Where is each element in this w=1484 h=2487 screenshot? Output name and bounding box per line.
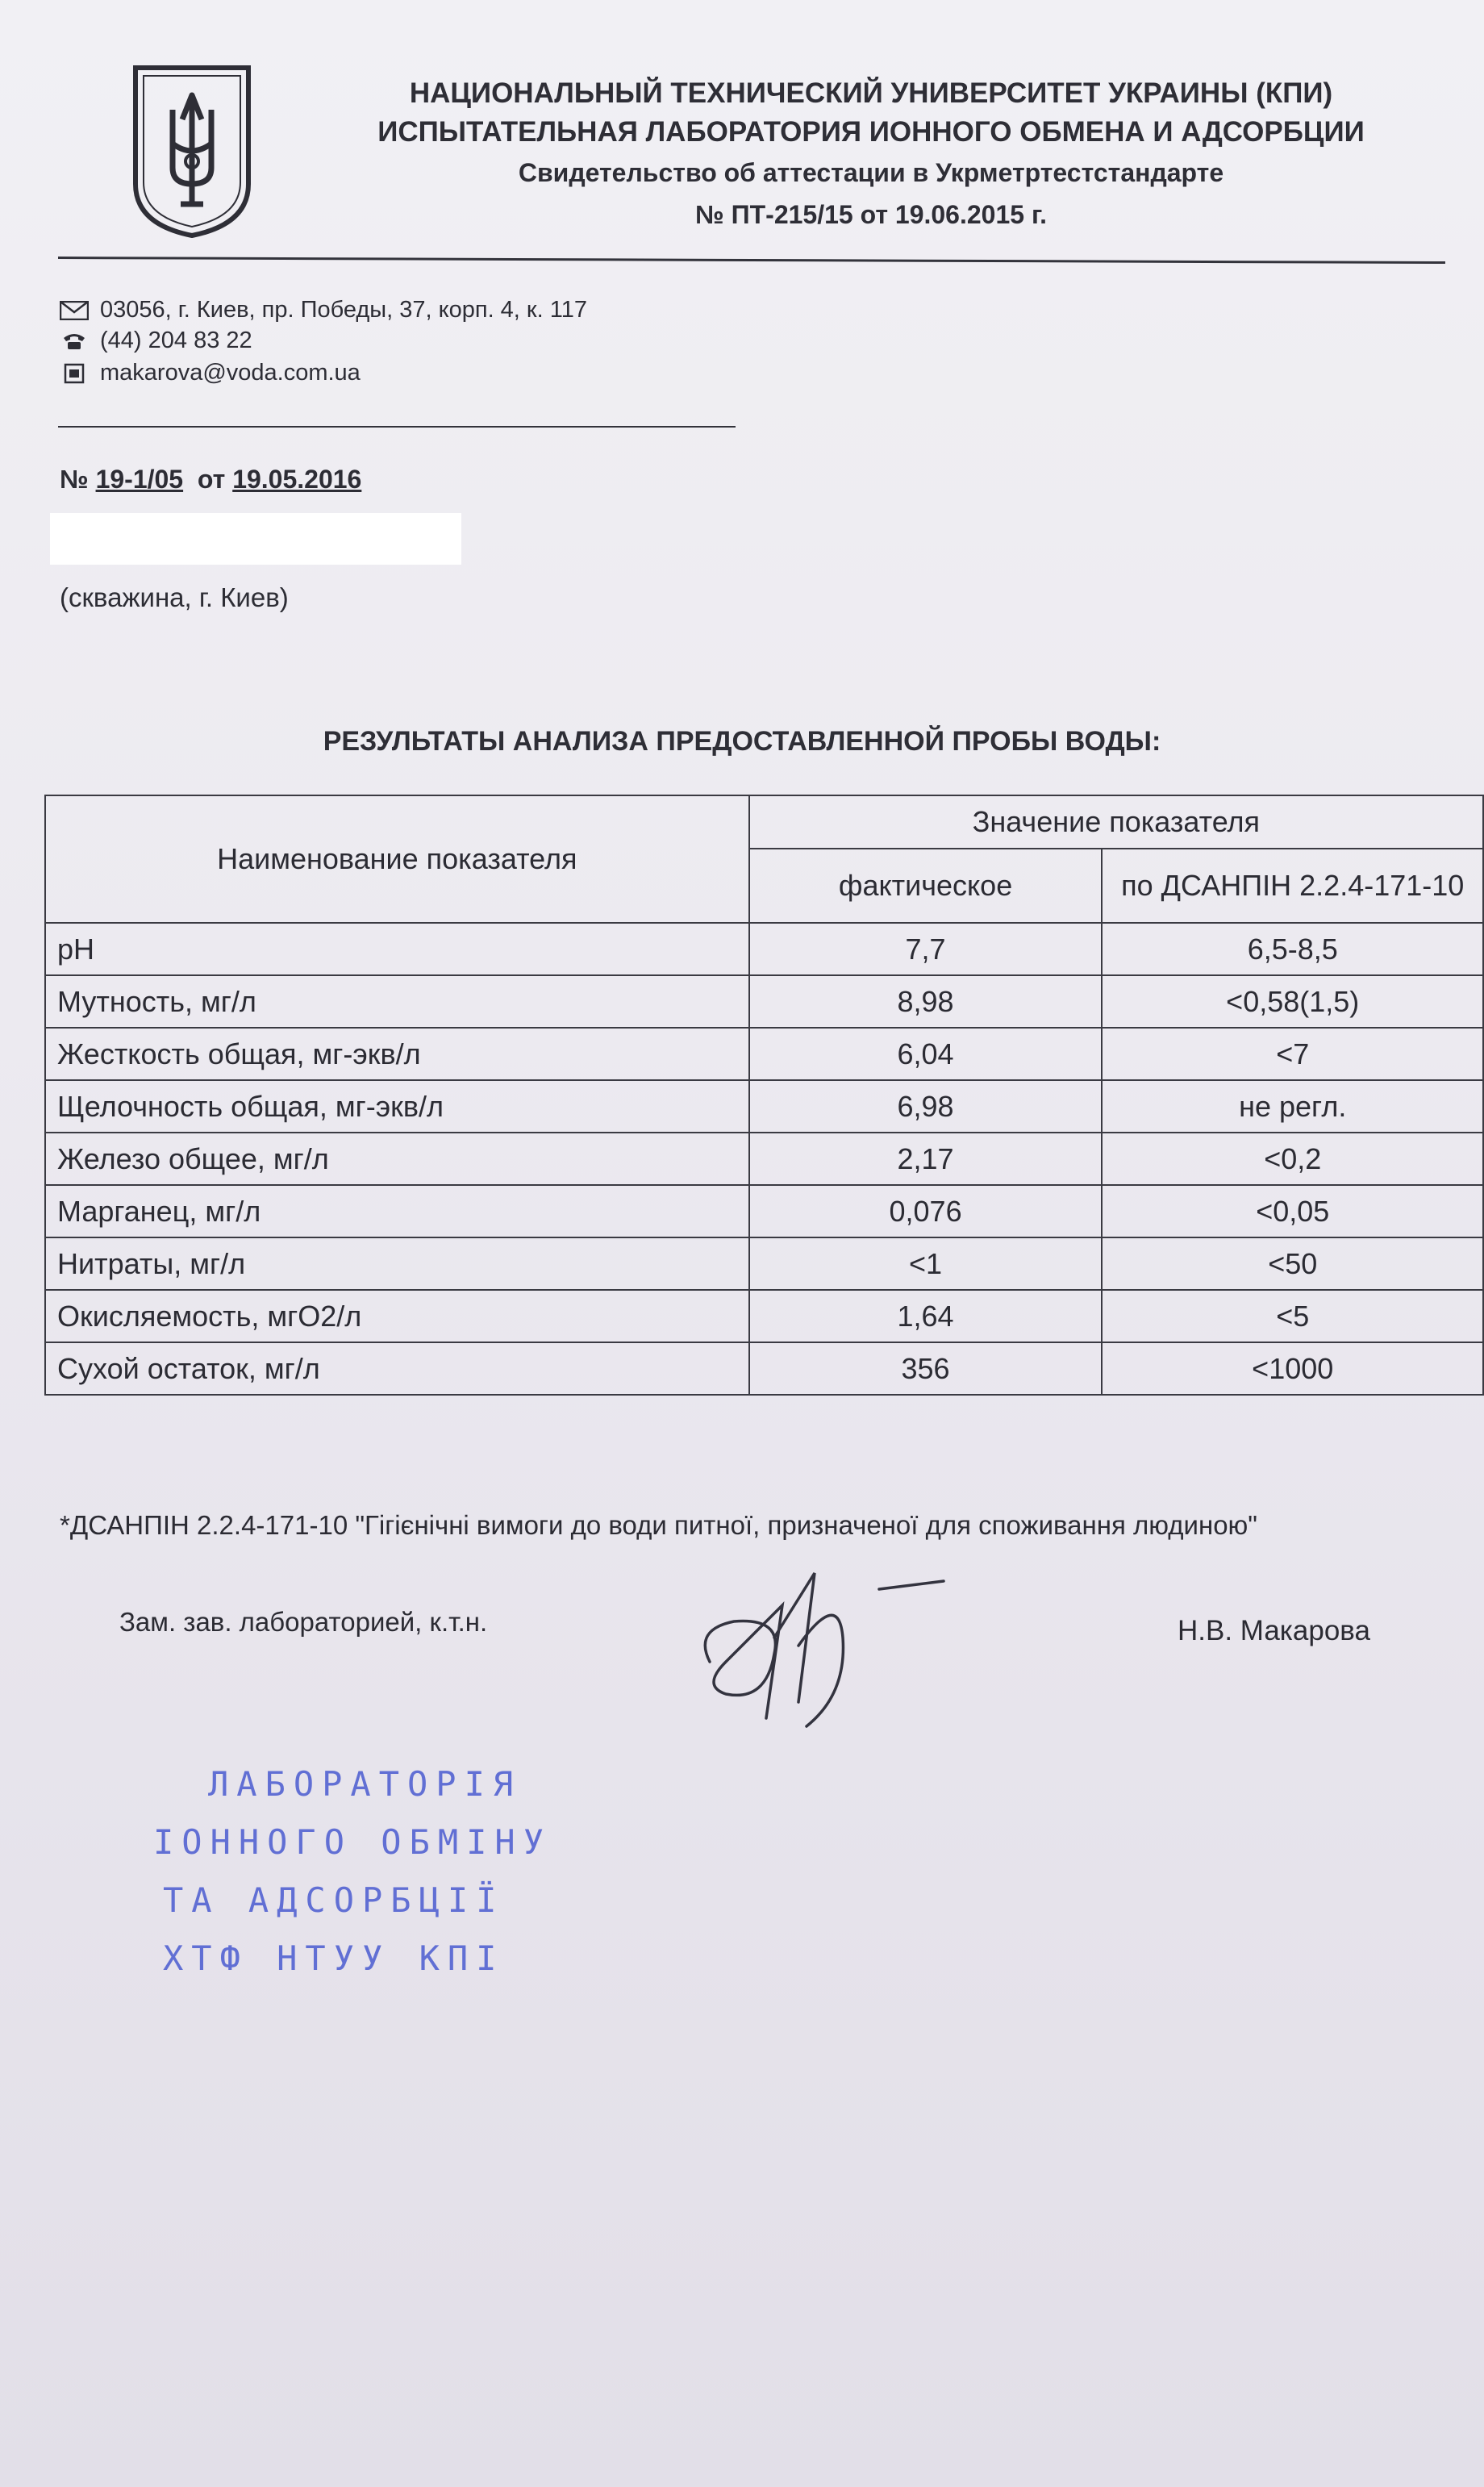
cell-actual: 356 xyxy=(749,1342,1103,1395)
phone-line xyxy=(60,328,252,354)
cell-actual: 0,076 xyxy=(749,1185,1103,1237)
table-row xyxy=(45,1133,1483,1185)
cell-actual: <1 xyxy=(749,1237,1103,1290)
table-row xyxy=(45,975,1483,1028)
cell-norm: <0,2 xyxy=(1102,1133,1483,1185)
signature-icon xyxy=(677,1541,984,1750)
cell-actual: 2,17 xyxy=(749,1133,1103,1185)
certificate-number: № ПТ-215/15 от 19.06.2015 г. xyxy=(695,200,1047,229)
header-value: Значение показателя xyxy=(749,795,1483,849)
laboratory-name: ИСПЫТАТЕЛЬНАЯ ЛАБОРАТОРИЯ ИОННОГО ОБМЕНА И АДСОРБЦИИ xyxy=(377,116,1365,148)
redacted-block xyxy=(50,513,461,565)
phone-icon xyxy=(60,332,89,351)
contacts-divider xyxy=(58,426,736,428)
table-row xyxy=(45,1237,1483,1290)
document-date: 19.05.2016 xyxy=(232,465,362,494)
cell-norm: <0,58(1,5) xyxy=(1102,975,1483,1028)
table-row xyxy=(45,1342,1483,1395)
cell-actual: 6,98 xyxy=(749,1080,1103,1133)
cell-parameter: Железо общее, мг/л xyxy=(45,1133,749,1185)
email-line xyxy=(60,360,361,386)
signer-role: Зам. зав. лабораторией, к.т.н. xyxy=(119,1607,488,1637)
cell-parameter: Сухой остаток, мг/л xyxy=(45,1342,749,1395)
mail-box-icon xyxy=(60,363,89,384)
results-table xyxy=(44,795,1484,1396)
table-row xyxy=(45,1080,1483,1133)
header-actual: фактическое xyxy=(749,849,1103,923)
table-row xyxy=(45,1028,1483,1080)
signer-name: Н.В. Макарова xyxy=(1178,1615,1370,1646)
cell-norm: <1000 xyxy=(1102,1342,1483,1395)
footnote: *ДСАНПІН 2.2.4-171-10 "Гігієнічні вимоги до води питної, призначеної для споживання людиною" xyxy=(60,1510,1258,1540)
cell-norm: <7 xyxy=(1102,1028,1483,1080)
table-row xyxy=(45,1290,1483,1342)
document-number: 19-1/05 xyxy=(95,465,184,494)
cell-parameter: Мутность, мг/л xyxy=(45,975,749,1028)
cell-actual: 1,64 xyxy=(749,1290,1103,1342)
cell-parameter: Нитраты, мг/л xyxy=(45,1237,749,1290)
stamp-line-2: ІОННОГО ОБМІНУ xyxy=(153,1822,552,1862)
sample-source: (скважина, г. Киев) xyxy=(60,582,289,612)
cell-parameter: pH xyxy=(45,923,749,975)
email-text: makarova@voda.com.ua xyxy=(100,360,361,386)
cell-norm: <50 xyxy=(1102,1237,1483,1290)
table-row xyxy=(45,923,1483,975)
document-number-line xyxy=(60,465,361,494)
cell-parameter: Марганец, мг/л xyxy=(45,1185,749,1237)
cell-parameter: Щелочность общая, мг-экв/л xyxy=(45,1080,749,1133)
table-row xyxy=(45,1185,1483,1237)
phone-text: (44) 204 83 22 xyxy=(100,328,252,353)
cell-parameter: Жесткость общая, мг-экв/л xyxy=(45,1028,749,1080)
cell-norm: не регл. xyxy=(1102,1080,1483,1133)
cell-norm: <5 xyxy=(1102,1290,1483,1342)
number-prefix: № xyxy=(60,465,89,494)
header-norm: по ДСАНПІН 2.2.4-171-10 xyxy=(1102,849,1483,923)
stamp-line-1: ЛАБОРАТОРІЯ xyxy=(208,1764,522,1804)
coat-of-arms-icon xyxy=(127,63,256,240)
header-divider xyxy=(58,257,1445,264)
stamp-line-3: ТА АДСОРБЦІЇ xyxy=(163,1880,505,1920)
date-prefix: от xyxy=(197,465,226,494)
results-body xyxy=(45,923,1483,1395)
laboratory-stamp xyxy=(145,1757,565,1991)
envelope-icon xyxy=(60,301,89,320)
address-text: 03056, г. Киев, пр. Победы, 37, корп. 4, к. 117 xyxy=(100,297,587,323)
cell-actual: 6,04 xyxy=(749,1028,1103,1080)
cell-norm: <0,05 xyxy=(1102,1185,1483,1237)
cell-parameter: Окисляемость, мгО2/л xyxy=(45,1290,749,1342)
cell-actual: 8,98 xyxy=(749,975,1103,1028)
stamp-line-4: ХТФ НТУУ КПІ xyxy=(163,1938,505,1978)
results-title: РЕЗУЛЬТАТЫ АНАЛИЗА ПРЕДОСТАВЛЕННОЙ ПРОБЫ ВОДЫ: xyxy=(323,726,1161,757)
university-name: НАЦИОНАЛЬНЫЙ ТЕХНИЧЕСКИЙ УНИВЕРСИТЕТ УКРАИНЫ (КПИ) xyxy=(409,77,1333,109)
cell-norm: 6,5-8,5 xyxy=(1102,923,1483,975)
cell-actual: 7,7 xyxy=(749,923,1103,975)
certificate-line: Свидетельство об аттестации в Укрметртестстандарте xyxy=(518,158,1224,187)
header-parameter-name: Наименование показателя xyxy=(45,795,749,923)
address-line xyxy=(60,297,587,323)
